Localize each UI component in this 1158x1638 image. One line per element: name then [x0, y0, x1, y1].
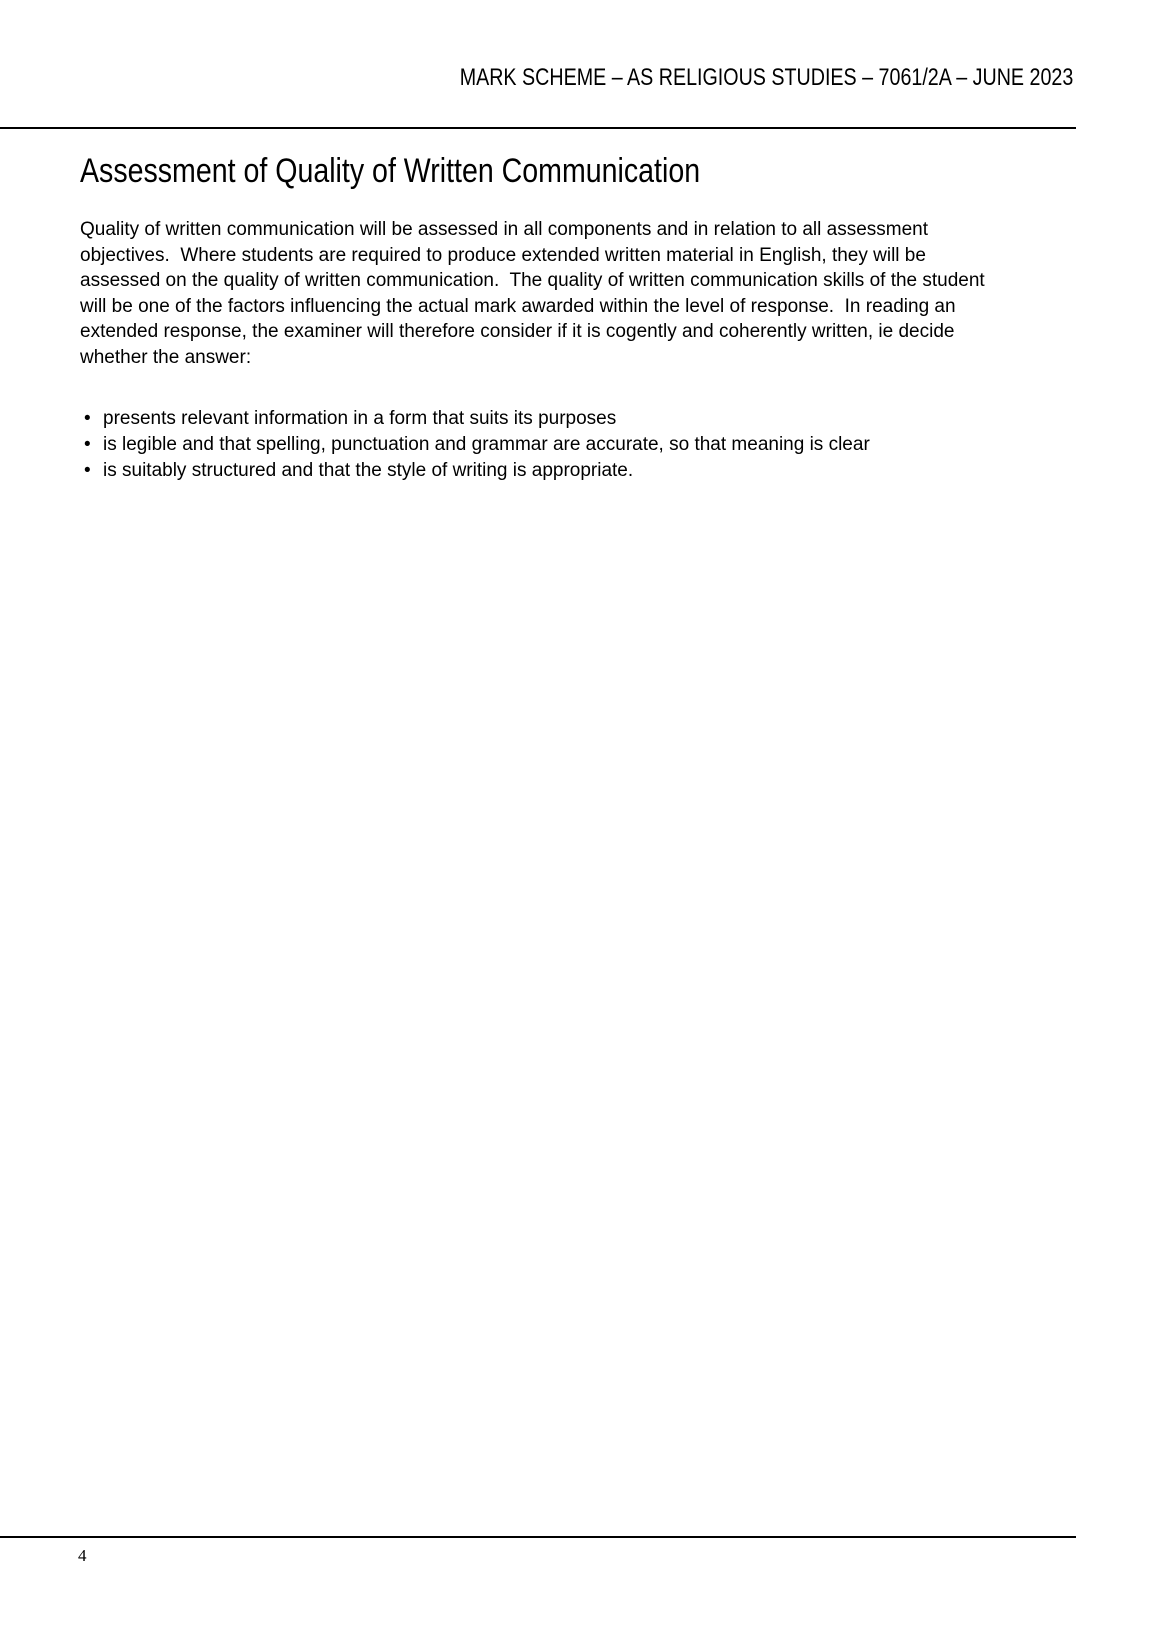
page-content: [80, 150, 1010, 484]
header-rule: [0, 127, 1076, 129]
footer-rule: [0, 1536, 1076, 1538]
page-number: 4: [78, 1546, 87, 1565]
list-item: • presents relevant information in a form that suits its purposes: [80, 406, 1010, 432]
document-header: MARK SCHEME – AS RELIGIOUS STUDIES – 7061/2A – JUNE 2023: [459, 64, 1073, 91]
list-item: • is suitably structured and that the style of writing is appropriate.: [80, 458, 1010, 484]
list-item: • is legible and that spelling, punctuation and grammar are accurate, so that meaning is clear: [80, 432, 1010, 458]
body-paragraph: Quality of written communication will be assessed in all components and in relation to all assessment objectives. Where students are required to produce extended written material in English, they will be assessed on the quality of written communication. The quality of written communication skills of the student will be one of the factors influencing the actual mark awarded within the level of response. In reading an extended response, the examiner will therefore consider if it is cogently and coherently written, ie decide whether the answer:: [80, 219, 990, 368]
page-title: Assessment of Quality of Written Communication: [80, 152, 701, 190]
bullet-list: [80, 406, 1010, 484]
